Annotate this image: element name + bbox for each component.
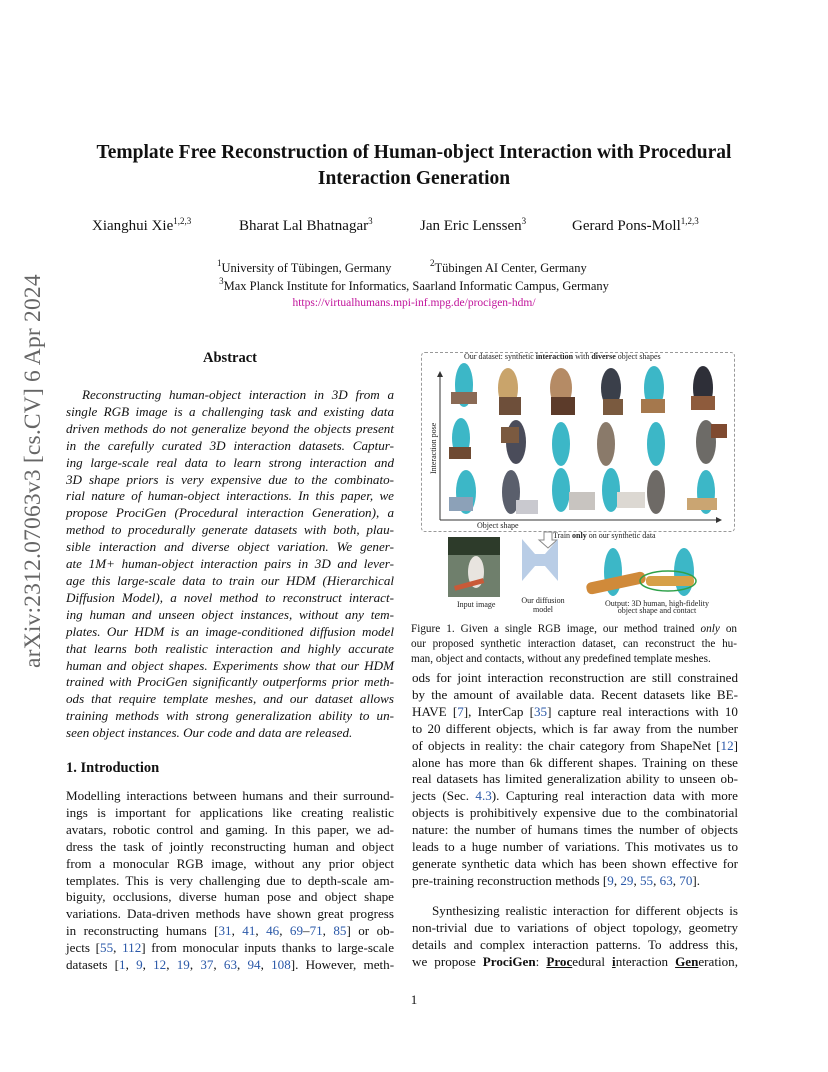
x-axis-label: Object shape <box>477 521 519 530</box>
abstract-line: method to procedurally generate datasets with both, plau- <box>66 522 394 538</box>
abstract-line: ing large-scale real data to learn strong interaction and <box>66 454 394 470</box>
abstract-line: seen object instances. Our code and data are released. <box>66 725 353 741</box>
body-line: jects (Sec. 4.3). Capturing real interaction data with more <box>412 788 738 804</box>
abstract-line: ate 1M+ human-object interaction pairs in 3D and lever- <box>66 556 394 572</box>
citation-link[interactable]: 94 <box>247 957 261 973</box>
citation-link[interactable]: 35 <box>533 703 548 719</box>
citation-link[interactable]: 63 <box>223 957 237 973</box>
abstract-line: sible interaction and diverse object variation. We gener- <box>66 539 394 555</box>
project-url[interactable]: https://virtualhumans.mpi-inf.mpg.de/procigen-hdm/ <box>292 297 536 309</box>
citation-link[interactable]: 112 <box>122 940 142 956</box>
intro-line: in reconstructing humans [31, 41, 46, 69–71, 85] or ob- <box>66 923 395 939</box>
body-line: alone has more than 6k different shapes. Training on these <box>412 754 738 770</box>
abstract-line: trained with ProciGen significantly outperforms prior meth- <box>66 674 394 690</box>
abstract-line: plates. Our HDM is an image-conditioned diffusion model <box>66 623 394 639</box>
dataset-row-3 <box>449 468 717 514</box>
dataset-label: Our dataset: synthetic interaction with diverse object shapes <box>464 352 661 361</box>
citation-link[interactable]: 85 <box>333 923 347 939</box>
body-line: HAVE [7], InterCap [35] capture real interactions with 10 <box>412 703 738 719</box>
caption-line: our proposed synthetic interaction dataset, can reconstruct the hu- <box>411 638 737 650</box>
citation-link[interactable]: 71 <box>309 923 323 939</box>
body-line: details and complex interaction patterns. To address this, <box>412 936 738 952</box>
body-line: Synthesizing realistic interaction for different objects is <box>432 903 738 918</box>
caption-line: man, object and contacts, without any predefined template meshes. <box>411 653 711 665</box>
right-column-body <box>412 670 738 890</box>
citation-link[interactable]: 7 <box>457 703 464 719</box>
diffusion-model-shape <box>522 539 535 581</box>
caption-line: Figure 1. Given a single RGB image, our method trained only on <box>411 623 738 635</box>
body-line: real datasets has limited generalization ability to unseen ob- <box>412 771 738 787</box>
abstract-line: Reconstructing human-object interaction in 3D from a <box>82 387 394 402</box>
abstract-line: ods that require template meshes, and our dataset allows <box>66 691 394 707</box>
train-label: Train only on our synthetic data <box>553 531 656 540</box>
intro-line: dress the task of jointly reconstructing human and object <box>66 838 394 854</box>
figure-graphics <box>421 352 737 614</box>
citation-link[interactable]: 108 <box>271 957 291 973</box>
citation-link[interactable]: 9 <box>136 957 143 973</box>
abstract-body <box>66 387 394 742</box>
page-number: 1 <box>410 992 418 1007</box>
author-4: Gerard Pons-Moll$^{1,2,3}$ <box>572 216 699 234</box>
title-line-2: Interaction Generation <box>317 168 511 189</box>
citation-link[interactable]: 46 <box>266 923 280 939</box>
y-axis-label: Interaction pose <box>429 422 438 474</box>
citation-link[interactable]: 12 <box>153 957 167 973</box>
abstract-heading: Abstract <box>203 350 257 366</box>
intro-line: avatars, robotic control and gaming. In this paper, we ad- <box>66 821 394 837</box>
body-line: of objects in reality: the chair category from ShapeNet [12] <box>412 737 738 753</box>
body-line: objects is prohibitively expensive due to the combinatorial <box>412 805 738 821</box>
citation-link[interactable]: 63 <box>659 872 673 888</box>
citation-link[interactable]: 29 <box>620 872 634 888</box>
body-line: nature: the number of humans times the number of objects <box>412 822 738 838</box>
abstract-line: 3D shape priors is very expensive due to the combinato- <box>66 471 394 487</box>
citation-link[interactable]: 12 <box>720 737 734 753</box>
abstract-line: driven methods do not generalize beyond the objects present <box>66 420 394 436</box>
citation-link[interactable]: 69 <box>289 923 304 939</box>
body-line: by the amount of available data. Recent datasets like BE- <box>412 686 738 702</box>
intro-line: templates. This is very challenging due to depth-scale am- <box>66 872 394 888</box>
body-line: we propose ProciGen: Procedural interaction Generation, <box>412 953 738 969</box>
right-column-paragraph-2 <box>412 903 738 971</box>
input-image-label: Input image <box>457 600 496 609</box>
dataset-row-1 <box>451 363 715 415</box>
body-line: to 20 different objects, which is far away from the number <box>412 720 738 736</box>
abstract-line: rial nature of human-object interactions. In this paper, we <box>66 488 394 504</box>
abstract-line: propose ProciGen (Procedural interaction Generation), a <box>66 505 394 521</box>
abstract-line: single RGB image is a challenging task and existing data <box>66 403 394 419</box>
body-line: generate synthetic data which has been shown effective for <box>412 855 738 871</box>
intro-line: from a monocular RGB image, without any prior object <box>66 855 394 871</box>
citation-link[interactable]: 70 <box>679 872 693 888</box>
output-label: Output: 3D human, high-fidelity object shape and contact <box>605 599 709 615</box>
citation-link[interactable]: 1 <box>119 957 126 973</box>
body-line: ods for joint interaction reconstruction are still constrained <box>412 670 738 685</box>
intro-line: biguity, occlusions, diverse human pose and object shape <box>66 889 394 905</box>
intro-line: datasets [1, 9, 12, 19, 37, 63, 94, 108]. However, meth- <box>66 957 395 973</box>
citation-link[interactable]: 19 <box>176 957 190 973</box>
intro-heading: 1. Introduction <box>66 760 160 776</box>
intro-line: ings is important for applications like creating realistic <box>66 804 394 820</box>
affiliation-3: $^3$Max Planck Institute for Informatics, Saarland Informatic Campus, Germany <box>219 276 609 293</box>
title-line-1: Template Free Reconstruction of Human-object Interaction with Procedural <box>96 142 732 163</box>
author-3: Jan Eric Lenssen$^3$ <box>420 216 527 234</box>
citation-link[interactable]: 55 <box>640 872 654 888</box>
body-line: pre-training reconstruction methods [9, 29, 55, 63, 70]. <box>412 872 701 888</box>
figure-1 <box>421 352 737 614</box>
author-1: Xianghui Xie$^{1,2,3}$ <box>92 216 192 234</box>
dataset-row-2 <box>449 418 727 466</box>
model-label: Our diffusion model <box>521 596 565 614</box>
figure-caption <box>411 622 737 667</box>
citation-link[interactable]: 41 <box>242 923 256 939</box>
abstract-line: ing human and unseen object instances, without any tem- <box>66 606 394 622</box>
intro-line: Modelling interactions between humans and their surround- <box>66 788 394 803</box>
citation-link[interactable]: 9 <box>607 872 614 888</box>
body-line: leads to a huge number of variations. This motivates us to <box>412 839 738 855</box>
author-2: Bharat Lal Bhatnagar$^3$ <box>239 216 373 234</box>
intro-body <box>66 788 394 974</box>
abstract-line: age this large-scale data to train our HDM (Hierarchical <box>66 572 394 588</box>
affiliation-1: $^1$University of Tübingen, Germany <box>217 258 392 275</box>
intro-line: variations. Data-driven methods have shown great progress <box>66 906 394 922</box>
affiliation-2: $^2$Tübingen AI Center, Germany <box>430 258 587 275</box>
citation-link[interactable]: 37 <box>200 957 214 973</box>
body-line: non-trivial due to variations of object topology, geometry <box>412 919 738 935</box>
abstract-line: that learns both realistic interaction and highly accurate <box>66 640 394 656</box>
abstract-line: training methods with strong generalization ability to un- <box>66 708 394 724</box>
abstract-line: human and object shapes. Experiments show that our HDM <box>66 657 394 673</box>
paper-title <box>60 140 768 192</box>
intro-line: jects [55, 112] from monocular inputs thanks to large-scale <box>66 940 395 956</box>
citation-link[interactable]: 55 <box>100 940 114 956</box>
citation-link[interactable]: 31 <box>218 923 232 939</box>
abstract-line: in the carefully curated 3D interaction datasets. Captur- <box>66 437 394 453</box>
section-link[interactable]: 4.3 <box>475 788 492 804</box>
abstract-line: Diffusion Model), a novel method to reconstruct interact- <box>66 589 394 605</box>
